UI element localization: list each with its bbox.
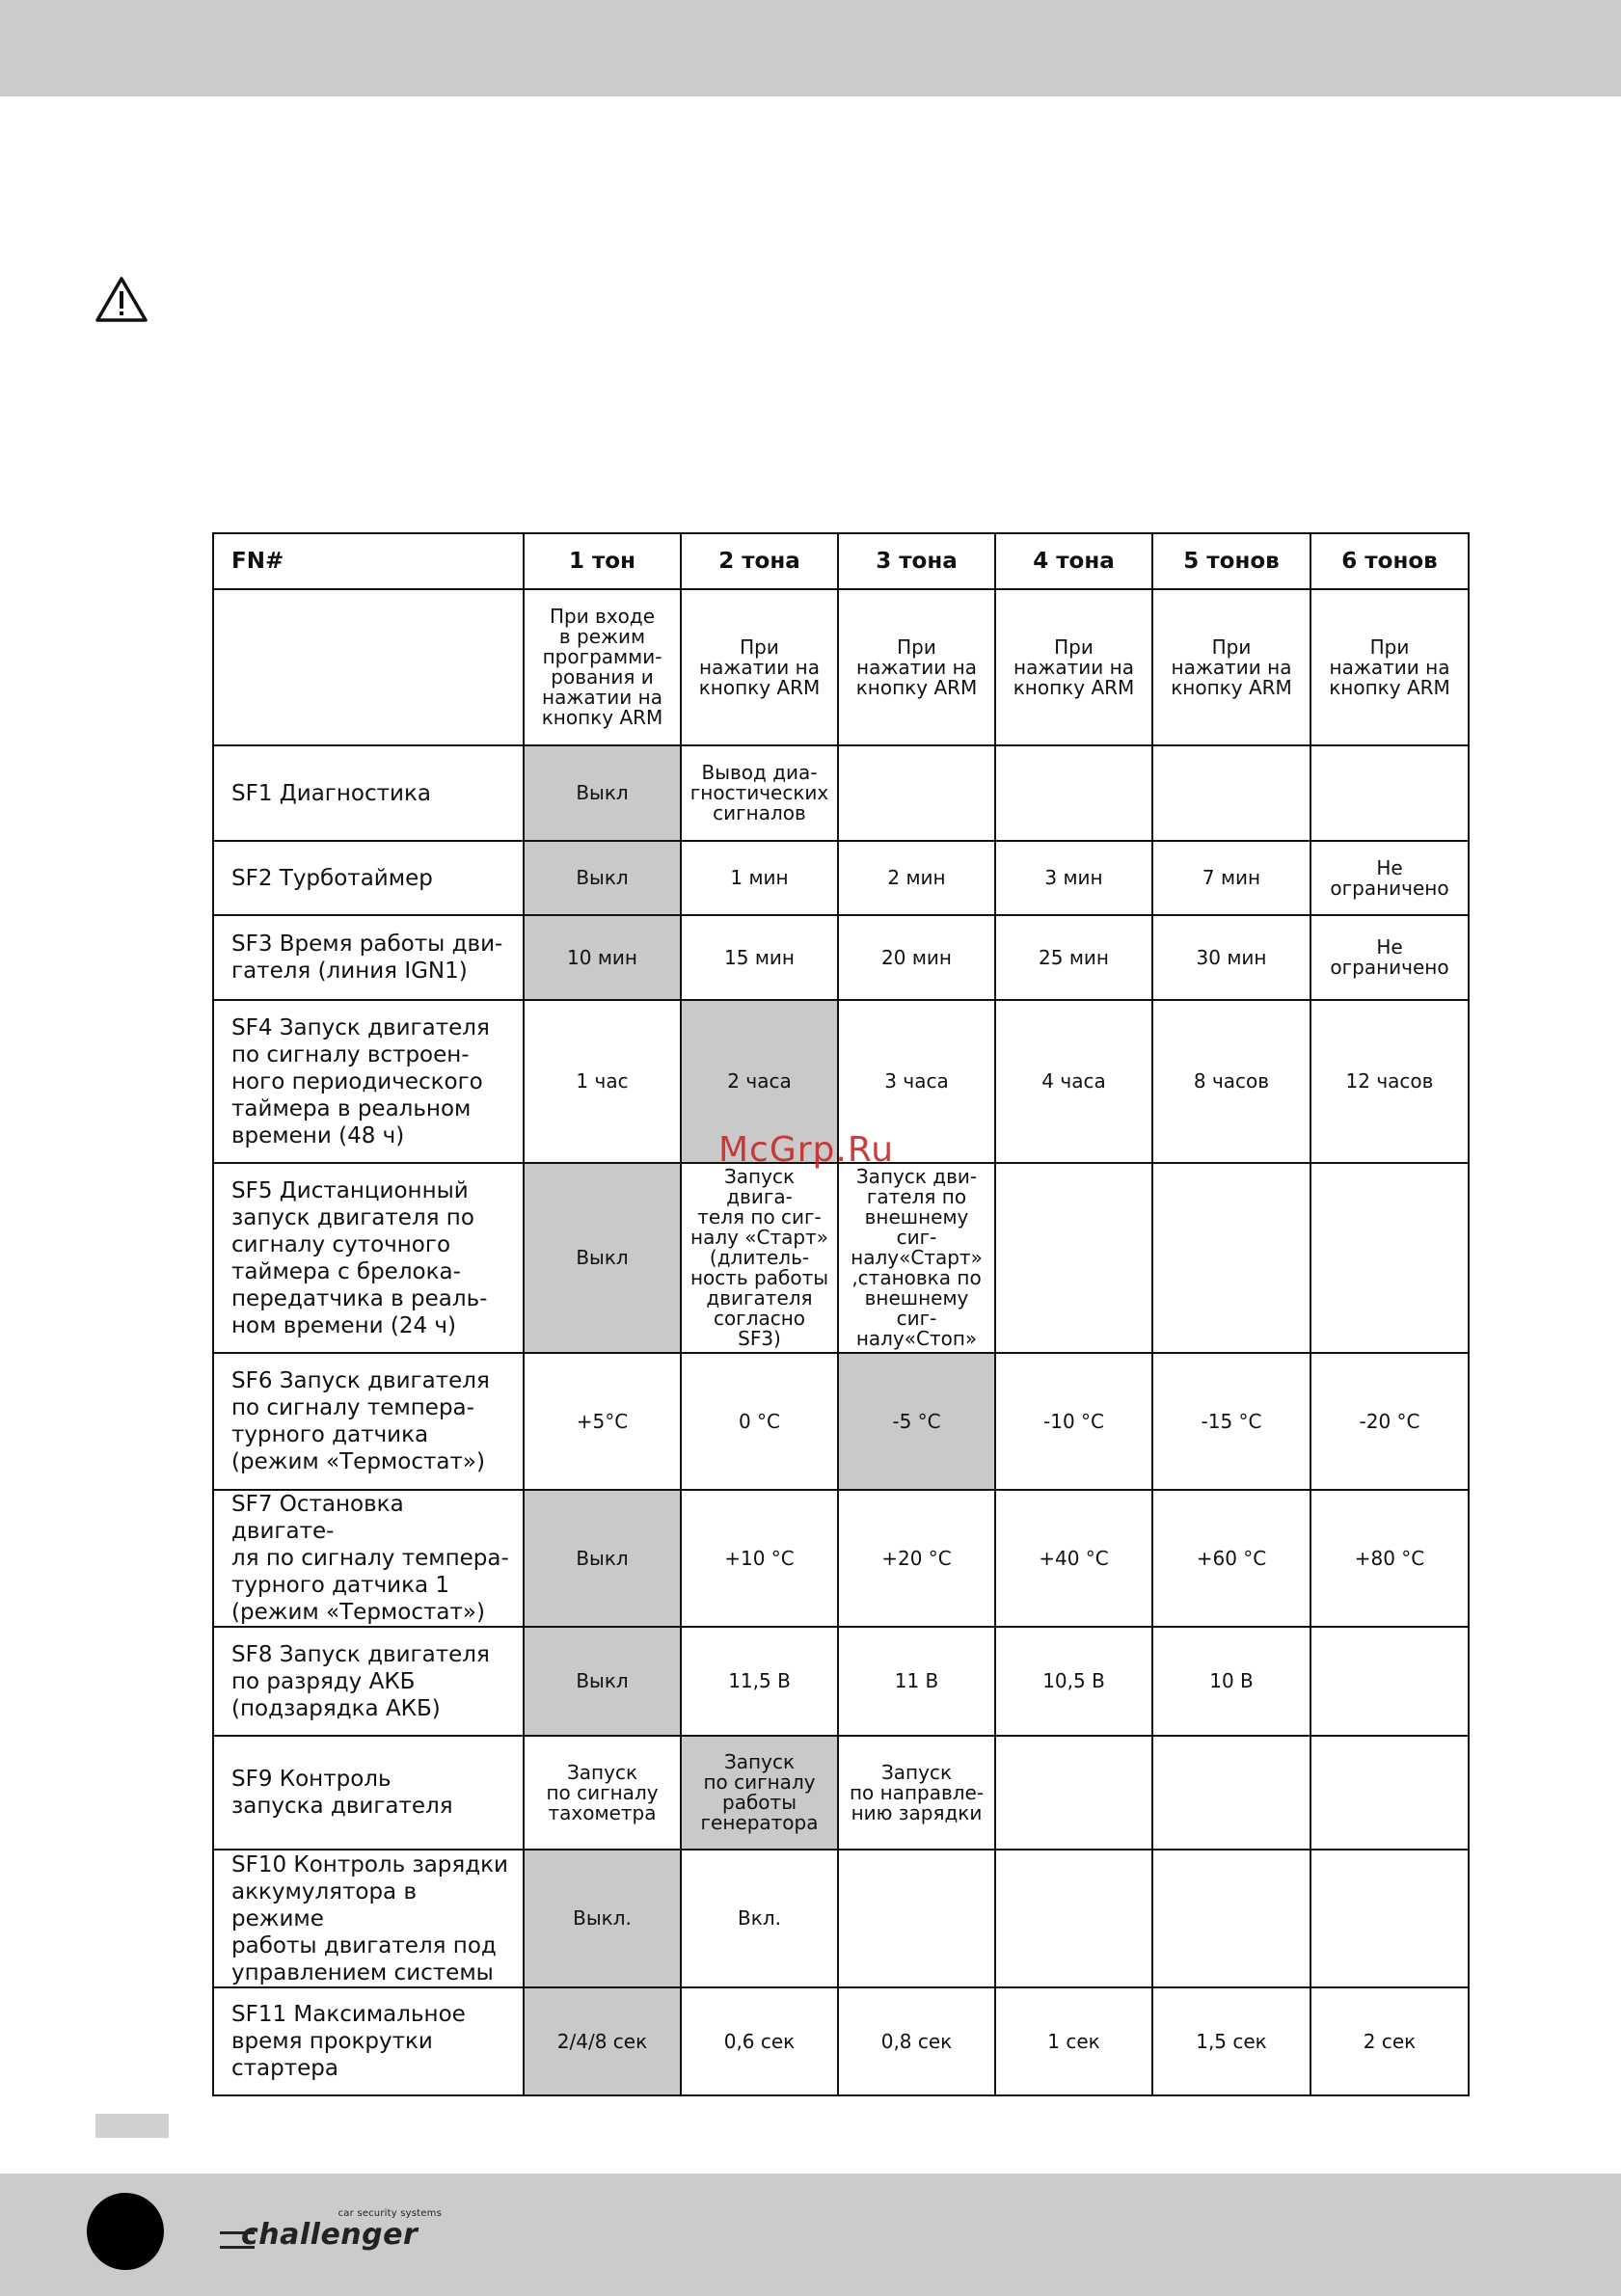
- row-label: [213, 589, 524, 745]
- row-label: SF5 Дистанционный запуск двигателя по сигналу суточного таймера с брелока- передатчика в реаль- ном времени (24 ч): [213, 1163, 524, 1353]
- table-cell: При нажатии на кнопку ARM: [1310, 589, 1469, 745]
- table-cell: 12 часов: [1310, 1000, 1469, 1163]
- table-cell: -20 °C: [1310, 1353, 1469, 1490]
- table-cell: Выкл: [524, 841, 681, 915]
- table-row: [213, 1163, 1469, 1353]
- table-cell: -5 °C: [838, 1353, 995, 1490]
- table-cell: [838, 745, 995, 841]
- table-cell: 2 сек: [1310, 1987, 1469, 2095]
- table-cell: При нажатии на кнопку ARM: [995, 589, 1152, 745]
- table-cell: 15 мин: [681, 915, 838, 1000]
- table-row: [213, 1490, 1469, 1627]
- row-label: SF11 Максимальное время прокрутки стартера: [213, 1987, 524, 2095]
- table-cell: 0,8 сек: [838, 1987, 995, 2095]
- table-cell: Запуск по сигналу тахометра: [524, 1736, 681, 1850]
- table-cell: 20 мин: [838, 915, 995, 1000]
- row-label: SF9 Контроль запуска двигателя: [213, 1736, 524, 1850]
- table-cell: При нажатии на кнопку ARM: [838, 589, 995, 745]
- table-cell: 3 мин: [995, 841, 1152, 915]
- table-cell: [995, 1850, 1152, 1987]
- brand-logo: [220, 2208, 442, 2256]
- logo-tagline: car security systems: [338, 2208, 442, 2219]
- table-cell: [838, 1850, 995, 1987]
- table-cell: -15 °C: [1152, 1353, 1310, 1490]
- table-row: [213, 589, 1469, 745]
- table-cell: При входе в режим программи- рования и нажатии на кнопку ARM: [524, 589, 681, 745]
- table-cell: Не ограничено: [1310, 915, 1469, 1000]
- settings-table: [212, 532, 1470, 2096]
- row-label: SF2 Турботаймер: [213, 841, 524, 915]
- table-cell: 30 мин: [1152, 915, 1310, 1000]
- table-cell: 2 часа: [681, 1000, 838, 1163]
- table-cell: -10 °C: [995, 1353, 1152, 1490]
- table-cell: [1152, 1850, 1310, 1987]
- table-cell: 7 мин: [1152, 841, 1310, 915]
- table-cell: [1310, 1627, 1469, 1736]
- table-cell: При нажатии на кнопку ARM: [1152, 589, 1310, 745]
- table-cell: [1152, 745, 1310, 841]
- table-cell: Выкл: [524, 1490, 681, 1627]
- table-cell: [1310, 745, 1469, 841]
- table-cell: 11,5 В: [681, 1627, 838, 1736]
- row-label: SF4 Запуск двигателя по сигналу встроен- ного периодического таймера в реальном времени (48 ч): [213, 1000, 524, 1163]
- table-row: [213, 1987, 1469, 2095]
- table-cell: 11 В: [838, 1627, 995, 1736]
- table-row: [213, 915, 1469, 1000]
- column-header: 2 тона: [681, 533, 838, 589]
- table-cell: Запуск дви- гателя по внешнему сиг- налу«Старт» ,становка по внешнему сиг- налу«Стоп»: [838, 1163, 995, 1353]
- table-cell: 3 часа: [838, 1000, 995, 1163]
- table-row: [213, 745, 1469, 841]
- table-cell: Вывод диа- гностических сигналов: [681, 745, 838, 841]
- row-label: SF10 Контроль зарядки аккумулятора в режиме работы двигателя под управлением системы: [213, 1850, 524, 1987]
- table-cell: [1152, 1163, 1310, 1353]
- table-cell: 10 В: [1152, 1627, 1310, 1736]
- table-cell: 1 мин: [681, 841, 838, 915]
- table-cell: 0,6 сек: [681, 1987, 838, 2095]
- table-cell: +20 °C: [838, 1490, 995, 1627]
- column-header: 4 тона: [995, 533, 1152, 589]
- table-cell: 1 час: [524, 1000, 681, 1163]
- row-label: SF3 Время работы дви- гателя (линия IGN1): [213, 915, 524, 1000]
- table-cell: Выкл: [524, 745, 681, 841]
- table-cell: [1310, 1850, 1469, 1987]
- column-header: 5 тонов: [1152, 533, 1310, 589]
- table-cell: При нажатии на кнопку ARM: [681, 589, 838, 745]
- table-cell: 0 °C: [681, 1353, 838, 1490]
- table-cell: 10,5 В: [995, 1627, 1152, 1736]
- table-cell: 25 мин: [995, 915, 1152, 1000]
- table-cell: [1310, 1163, 1469, 1353]
- table-cell: Запуск по направле- нию зарядки: [838, 1736, 995, 1850]
- table-cell: Вкл.: [681, 1850, 838, 1987]
- table-row: [213, 1736, 1469, 1850]
- table-cell: 1,5 сек: [1152, 1987, 1310, 2095]
- table-cell: [995, 1736, 1152, 1850]
- table-row: [213, 1850, 1469, 1987]
- top-band: [0, 0, 1621, 96]
- table-cell: [995, 745, 1152, 841]
- table-cell: +40 °C: [995, 1490, 1152, 1627]
- table-cell: Запуск по сигналу работы генератора: [681, 1736, 838, 1850]
- row-label: SF6 Запуск двигателя по сигналу темпера- турного датчика (режим «Термостат»): [213, 1353, 524, 1490]
- table-cell: Запуск двига- теля по сиг- налу «Старт» (длитель- ность работы двигателя согласно SF3): [681, 1163, 838, 1353]
- table-cell: +60 °C: [1152, 1490, 1310, 1627]
- table-header-row: [213, 533, 1469, 589]
- table-cell: +10 °C: [681, 1490, 838, 1627]
- table-cell: 10 мин: [524, 915, 681, 1000]
- table-cell: 4 часа: [995, 1000, 1152, 1163]
- table-row: [213, 1627, 1469, 1736]
- table-cell: Не ограничено: [1310, 841, 1469, 915]
- row-label: SF8 Запуск двигателя по разряду АКБ (подзарядка АКБ): [213, 1627, 524, 1736]
- column-header: 1 тон: [524, 533, 681, 589]
- column-header: 6 тонов: [1310, 533, 1469, 589]
- table-cell: Выкл.: [524, 1850, 681, 1987]
- table-cell: +80 °C: [1310, 1490, 1469, 1627]
- page-tab: [95, 2114, 169, 2138]
- logo-brand: challenger: [241, 2218, 419, 2252]
- table-cell: 2 мин: [838, 841, 995, 915]
- row-label: SF1 Диагностика: [213, 745, 524, 841]
- table-cell: [1310, 1736, 1469, 1850]
- table-row: [213, 1353, 1469, 1490]
- table-cell: Выкл: [524, 1163, 681, 1353]
- table-cell: +5°C: [524, 1353, 681, 1490]
- page-number-circle: [87, 2193, 164, 2270]
- row-label: SF7 Остановка двигате- ля по сигналу темпера- турного датчика 1 (режим «Термостат»): [213, 1490, 524, 1627]
- watermark: McGrp.Ru: [718, 1130, 895, 1170]
- warning-icon: [95, 276, 149, 324]
- table-cell: [995, 1163, 1152, 1353]
- column-header: 3 тона: [838, 533, 995, 589]
- table-row: [213, 841, 1469, 915]
- table-cell: 2/4/8 сек: [524, 1987, 681, 2095]
- column-header-fn: FN#: [213, 533, 524, 589]
- table-cell: 8 часов: [1152, 1000, 1310, 1163]
- table-cell: [1152, 1736, 1310, 1850]
- table-cell: Выкл: [524, 1627, 681, 1736]
- table-cell: 1 сек: [995, 1987, 1152, 2095]
